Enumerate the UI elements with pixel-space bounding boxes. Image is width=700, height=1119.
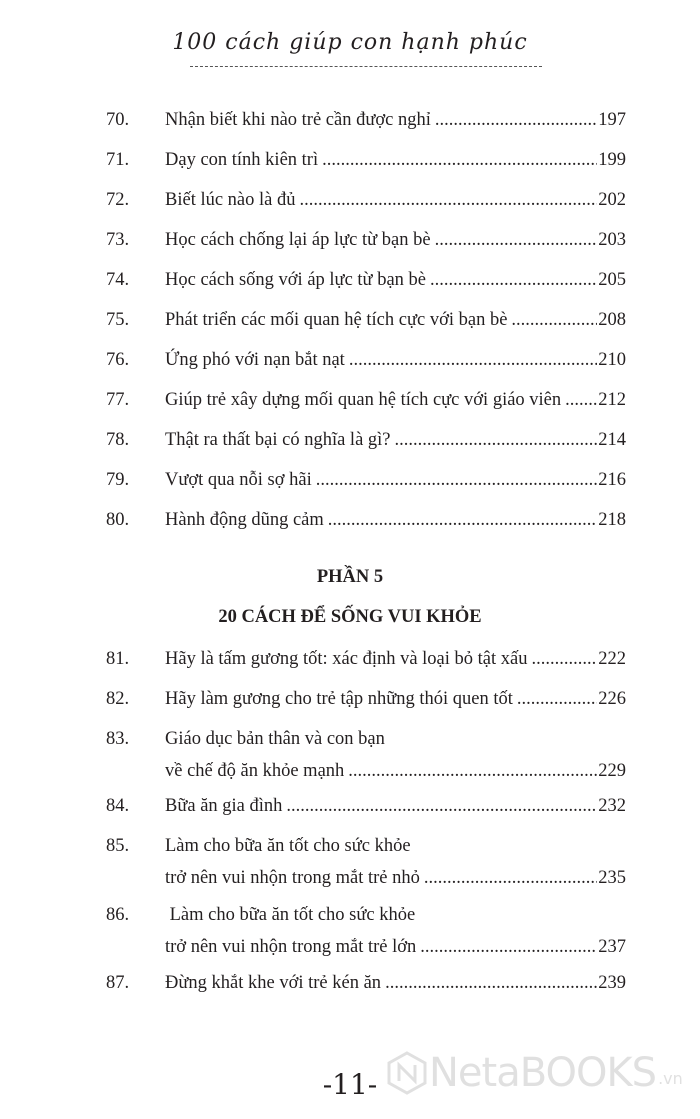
entry-title: Ứng phó với nạn bắt nạt bbox=[165, 350, 345, 370]
entry-title: Hãy làm gương cho trẻ tập những thói quen tốt bbox=[165, 689, 513, 709]
netabooks-logo-icon bbox=[385, 1051, 429, 1095]
page-number: -11- bbox=[322, 1068, 378, 1101]
entry-title: trở nên vui nhộn trong mắt trẻ lớn bbox=[165, 937, 417, 957]
entry-title: Dạy con tính kiên trì bbox=[165, 150, 319, 170]
entry-page: 205 bbox=[598, 270, 626, 290]
section-title: 20 CÁCH ĐỂ SỐNG VUI KHỎE bbox=[218, 607, 482, 627]
entry-number: 84. bbox=[106, 796, 130, 816]
dot-leader bbox=[435, 110, 597, 131]
header-divider bbox=[190, 66, 542, 67]
entry-page: 235 bbox=[598, 868, 626, 888]
entry-page: 216 bbox=[598, 470, 626, 490]
entry-page: 197 bbox=[598, 110, 626, 130]
running-header: 100 cách giúp con hạnh phúc bbox=[172, 30, 528, 55]
entry-title: Hãy là tấm gương tốt: xác định và loại bỏ tật xấu bbox=[165, 649, 528, 669]
dot-leader bbox=[322, 150, 597, 171]
dot-leader bbox=[286, 796, 597, 817]
entry-number: 85. bbox=[106, 836, 130, 856]
entry-number: 81. bbox=[106, 649, 130, 669]
entry-title: Nhận biết khi nào trẻ cần được nghỉ bbox=[165, 110, 431, 130]
entry-number: 79. bbox=[106, 470, 130, 490]
entry-number: 71. bbox=[106, 150, 130, 170]
entry-page: 232 bbox=[598, 796, 626, 816]
entry-number: 76. bbox=[106, 350, 130, 370]
entry-page: 202 bbox=[598, 190, 626, 210]
entry-page: 210 bbox=[598, 350, 626, 370]
entry-number: 72. bbox=[106, 190, 130, 210]
entry-number: 70. bbox=[106, 110, 130, 130]
dot-leader bbox=[300, 190, 598, 211]
entry-title: Học cách sống với áp lực từ bạn bè bbox=[165, 270, 427, 290]
entry-page: 218 bbox=[598, 510, 626, 530]
dot-leader bbox=[420, 937, 597, 958]
dot-leader bbox=[565, 390, 597, 411]
entry-page: 229 bbox=[598, 761, 626, 781]
entry-title: Thật ra thất bại có nghĩa là gì? bbox=[165, 430, 391, 450]
dot-leader bbox=[517, 689, 597, 710]
entry-number: 82. bbox=[106, 689, 130, 709]
dot-leader bbox=[328, 510, 597, 531]
entry-page: 203 bbox=[598, 230, 626, 250]
entry-page: 222 bbox=[598, 649, 626, 669]
dot-leader bbox=[395, 430, 598, 451]
dot-leader bbox=[435, 230, 598, 251]
entry-number: 74. bbox=[106, 270, 130, 290]
entry-number: 75. bbox=[106, 310, 130, 330]
entry-page: 226 bbox=[598, 689, 626, 709]
entry-title: Giúp trẻ xây dựng mối quan hệ tích cực với giáo viên bbox=[165, 390, 562, 410]
entry-page: 212 bbox=[598, 390, 626, 410]
entry-title-line1: Làm cho bữa ăn tốt cho sức khỏe bbox=[165, 836, 411, 856]
entry-page: 199 bbox=[598, 150, 626, 170]
dot-leader bbox=[385, 973, 597, 994]
dot-leader bbox=[511, 310, 597, 331]
entry-title: Đừng khắt khe với trẻ kén ăn bbox=[165, 973, 382, 993]
entry-number: 86. bbox=[106, 905, 130, 925]
entry-number: 78. bbox=[106, 430, 130, 450]
entry-title: Phát triển các mối quan hệ tích cực với bạn bè bbox=[165, 310, 508, 330]
section-part-label: PHẦN 5 bbox=[316, 567, 384, 587]
entry-title: Học cách chống lại áp lực từ bạn bè bbox=[165, 230, 431, 250]
watermark-brand: NetaBOOKS bbox=[429, 1050, 657, 1096]
dot-leader bbox=[349, 350, 597, 371]
entry-page: 214 bbox=[598, 430, 626, 450]
entry-number: 80. bbox=[106, 510, 130, 530]
entry-number: 87. bbox=[106, 973, 130, 993]
entry-title-line1: Làm cho bữa ăn tốt cho sức khỏe bbox=[165, 905, 416, 925]
entry-title: Biết lúc nào là đủ bbox=[165, 190, 296, 210]
dot-leader bbox=[348, 761, 597, 782]
entry-title: Hành động dũng cảm bbox=[165, 510, 324, 530]
entry-title: Vượt qua nỗi sợ hãi bbox=[165, 470, 312, 490]
dot-leader bbox=[430, 270, 597, 291]
entry-title-line1: Giáo dục bản thân và con bạn bbox=[165, 729, 385, 749]
entry-title: về chế độ ăn khỏe mạnh bbox=[165, 761, 345, 781]
watermark-suffix: .vn bbox=[658, 1069, 683, 1088]
entry-number: 77. bbox=[106, 390, 130, 410]
entry-title: Bữa ăn gia đình bbox=[165, 796, 283, 816]
entry-number: 83. bbox=[106, 729, 130, 749]
dot-leader bbox=[531, 649, 597, 670]
entry-page: 237 bbox=[598, 937, 626, 957]
dot-leader bbox=[316, 470, 598, 491]
entry-page: 239 bbox=[598, 973, 626, 993]
entry-number: 73. bbox=[106, 230, 130, 250]
dot-leader bbox=[424, 868, 597, 889]
watermark bbox=[385, 1050, 683, 1096]
entry-title: trở nên vui nhộn trong mắt trẻ nhỏ bbox=[165, 868, 420, 888]
entry-page: 208 bbox=[598, 310, 626, 330]
